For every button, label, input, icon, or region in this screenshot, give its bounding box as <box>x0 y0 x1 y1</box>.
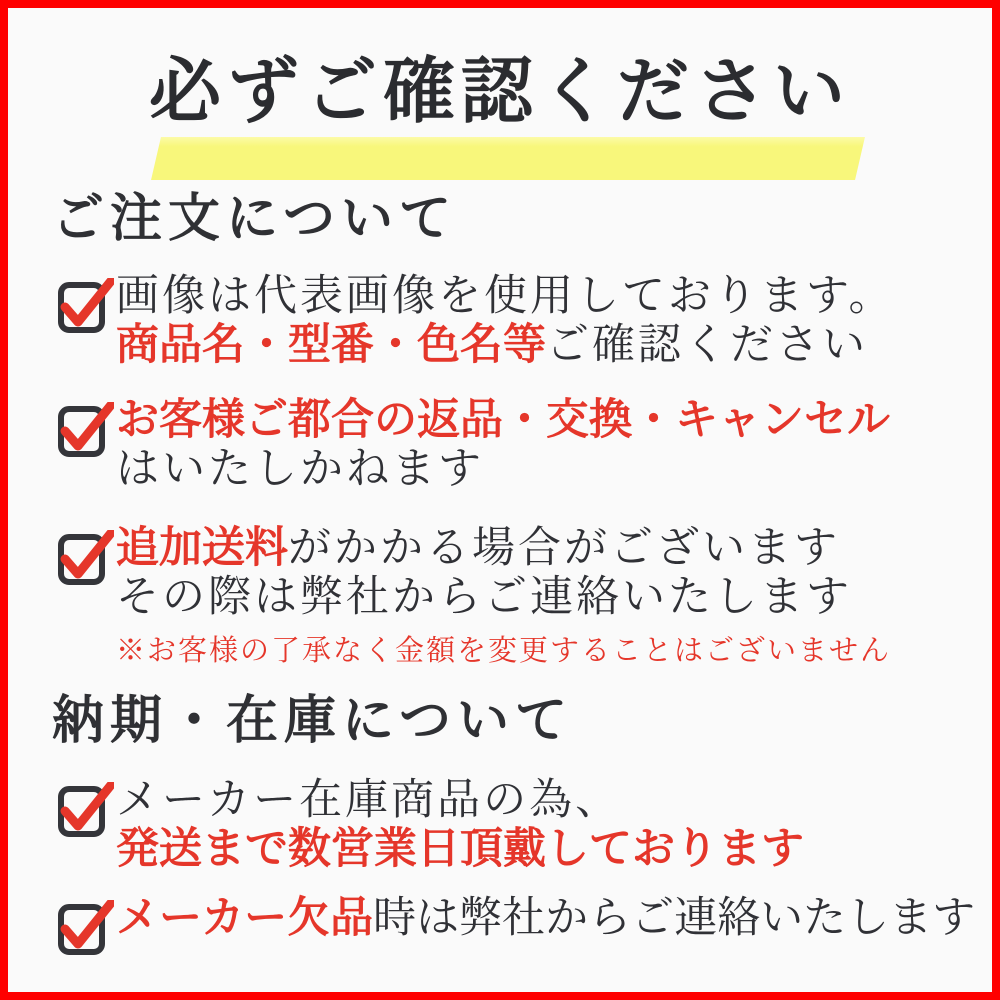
item-text-red: 追加送料 <box>116 523 288 573</box>
item-text-line: メーカー在庫商品の為、 <box>116 775 622 825</box>
section-heading-orders: ご注文について <box>52 188 457 249</box>
item-text-black: 時は弊社からご連絡いたします <box>373 893 976 943</box>
checklist-item-maker-stock <box>56 776 804 874</box>
item-text-black: がかかる場合がございます <box>288 523 840 573</box>
item-text-black: ご確認ください <box>546 320 868 370</box>
section-heading-delivery-stock: 納期・在庫について <box>52 690 573 751</box>
item-text-red: メーカー欠品 <box>116 893 374 943</box>
checkbox-checked-icon <box>56 530 114 586</box>
checklist-item-maker-shortage <box>56 894 975 956</box>
item-text-red: 発送まで数営業日頂戴しております <box>116 824 804 874</box>
item-note-red: ※お客様の了承なく金額を変更することはございません <box>116 633 892 667</box>
checklist-item-representative-image <box>56 272 895 370</box>
item-text-line: 画像は代表画像を使用しております。 <box>116 271 895 321</box>
title-yellow-highlight <box>151 137 865 180</box>
item-text-line <box>116 524 891 573</box>
page-title: 必ずご確認ください <box>148 48 851 133</box>
item-text-line: その際は弊社からご連絡いたします <box>116 572 852 622</box>
checkbox-checked-icon <box>56 278 114 334</box>
checklist-item-no-returns <box>56 396 890 494</box>
checkbox-checked-icon <box>56 402 114 458</box>
item-text-line <box>116 894 975 943</box>
item-text-red: 商品名・型番・色名等 <box>116 320 546 370</box>
title-block <box>8 46 992 136</box>
item-text-line <box>116 321 895 370</box>
item-text-line: はいたしかねます <box>116 444 484 494</box>
checkbox-checked-icon <box>56 900 114 956</box>
checkbox-checked-icon <box>56 782 114 838</box>
checklist-item-extra-shipping <box>56 524 891 668</box>
item-text-red: お客様ご都合の返品・交換・キャンセル <box>116 395 890 445</box>
